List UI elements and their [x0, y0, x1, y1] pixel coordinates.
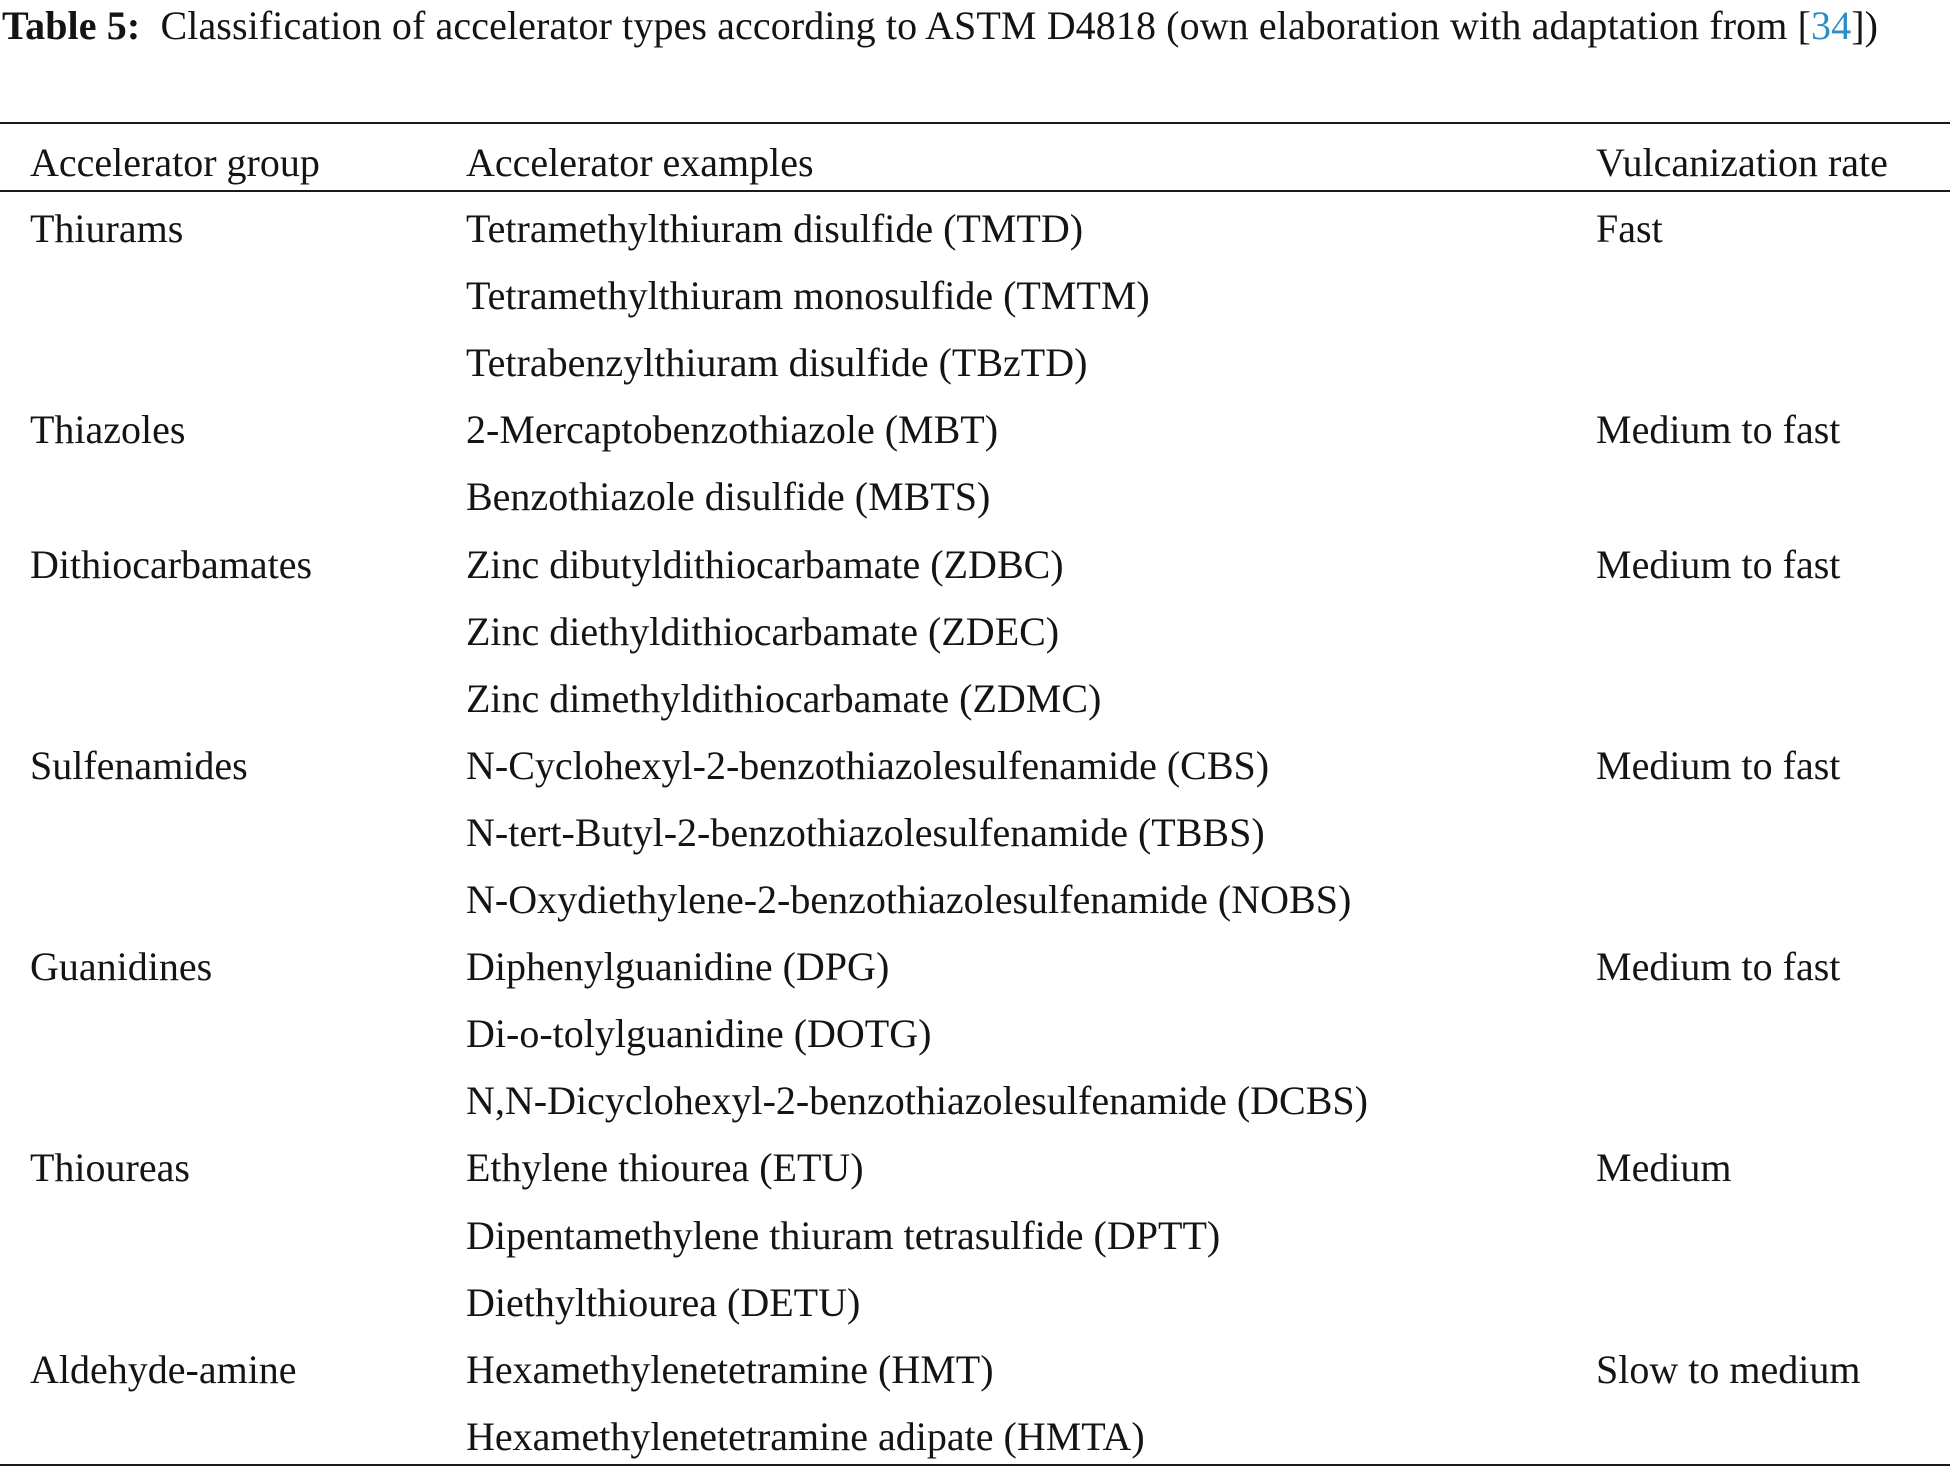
cell-accelerator-example: Zinc diethyldithiocarbamate (ZDEC): [466, 609, 1060, 654]
cell-accelerator-example: N-Cyclohexyl-2-benzothiazolesulfenamide (CBS): [466, 743, 1270, 788]
header-accelerator-examples: Accelerator examples: [466, 140, 814, 185]
cell-accelerator-example: Benzothiazole disulfide (MBTS): [466, 474, 991, 519]
cell-accelerator-example: Tetramethylthiuram monosulfide (TMTM): [466, 273, 1150, 318]
cell-accelerator-group: Thiazoles: [30, 407, 186, 452]
caption-reference-link[interactable]: 34: [1811, 3, 1852, 48]
cell-accelerator-example: Di-o-tolylguanidine (DOTG): [466, 1011, 932, 1056]
table-top-rule: [0, 122, 1950, 124]
cell-vulcanization-rate: Medium: [1596, 1145, 1732, 1190]
cell-accelerator-group: Thiurams: [30, 206, 184, 251]
cell-vulcanization-rate: Medium to fast: [1596, 407, 1841, 452]
table-caption: [2, 0, 1952, 52]
caption-text-end: ]): [1851, 3, 1879, 48]
cell-accelerator-example: Zinc dibutyldithiocarbamate (ZDBC): [466, 542, 1064, 587]
cell-accelerator-example: Tetramethylthiuram disulfide (TMTD): [466, 206, 1084, 251]
cell-accelerator-example: Dipentamethylene thiuram tetrasulfide (DPTT): [466, 1213, 1221, 1258]
cell-accelerator-example: Diphenylguanidine (DPG): [466, 944, 890, 989]
cell-vulcanization-rate: Medium to fast: [1596, 944, 1841, 989]
header-vulcanization-rate: Vulcanization rate: [1596, 140, 1888, 185]
table-header-rule: [0, 190, 1950, 192]
cell-accelerator-example: Hexamethylenetetramine (HMT): [466, 1347, 994, 1392]
caption-label: Table 5:: [2, 3, 141, 48]
cell-accelerator-group: Sulfenamides: [30, 743, 248, 788]
table-bottom-rule: [0, 1464, 1950, 1466]
cell-accelerator-group: Guanidines: [30, 944, 213, 989]
cell-accelerator-group: Thioureas: [30, 1145, 190, 1190]
cell-accelerator-example: Diethylthiourea (DETU): [466, 1280, 861, 1325]
cell-vulcanization-rate: Fast: [1596, 206, 1663, 251]
header-accelerator-group: Accelerator group: [30, 140, 320, 185]
cell-vulcanization-rate: Medium to fast: [1596, 743, 1841, 788]
cell-accelerator-example: 2-Mercaptobenzothiazole (MBT): [466, 407, 999, 452]
cell-accelerator-group: Aldehyde-amine: [30, 1347, 297, 1392]
cell-vulcanization-rate: Medium to fast: [1596, 542, 1841, 587]
cell-accelerator-group: Dithiocarbamates: [30, 542, 313, 587]
caption-text: Classification of accelerator types according to ASTM D4818 (own elaboration with adaptation from [: [160, 3, 1811, 48]
cell-accelerator-example: Ethylene thiourea (ETU): [466, 1145, 864, 1190]
cell-accelerator-example: Hexamethylenetetramine adipate (HMTA): [466, 1414, 1145, 1459]
cell-accelerator-example: N-tert-Butyl-2-benzothiazolesulfenamide (TBBS): [466, 810, 1265, 855]
cell-accelerator-example: Zinc dimethyldithiocarbamate (ZDMC): [466, 676, 1102, 721]
cell-accelerator-example: N-Oxydiethylene-2-benzothiazolesulfenamide (NOBS): [466, 877, 1352, 922]
cell-accelerator-example: N,N-Dicyclohexyl-2-benzothiazolesulfenamide (DCBS): [466, 1078, 1368, 1123]
cell-vulcanization-rate: Slow to medium: [1596, 1347, 1861, 1392]
cell-accelerator-example: Tetrabenzylthiuram disulfide (TBzTD): [466, 340, 1088, 385]
